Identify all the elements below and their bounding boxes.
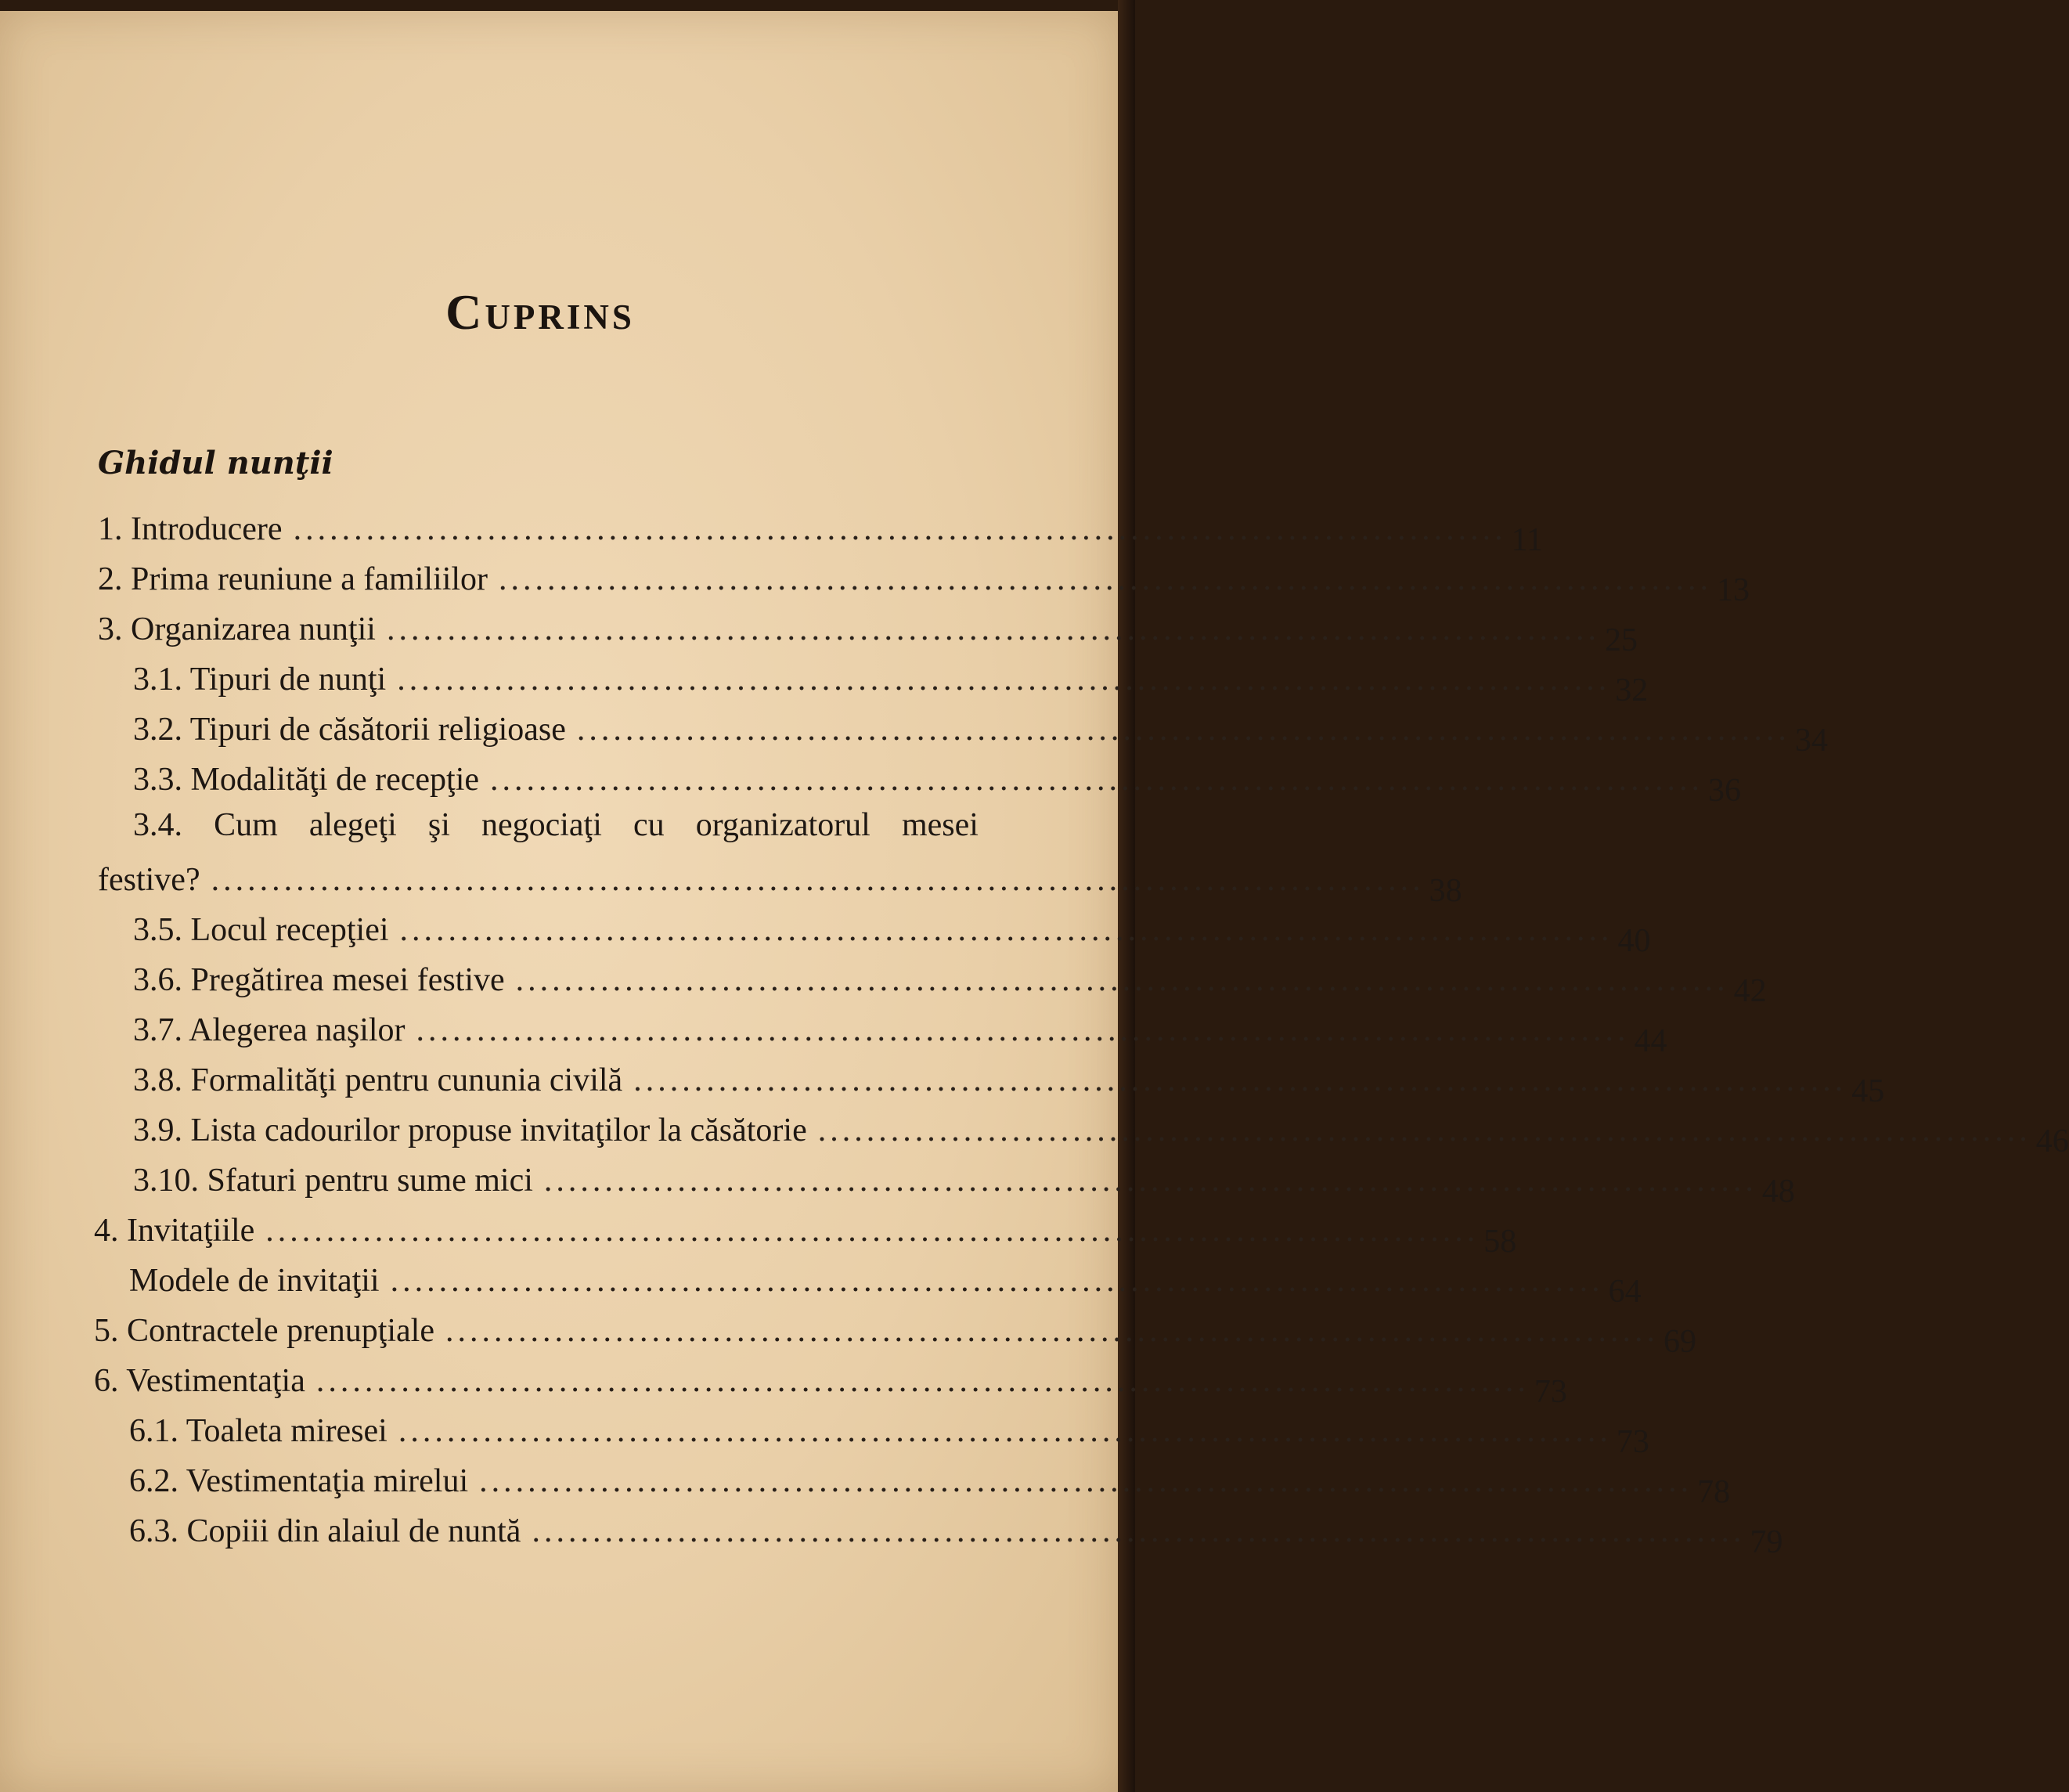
- toc-entry[interactable]: [94, 1350, 1567, 1410]
- toc-entry-label: 3.8. Formalităţi pentru cununia civilă: [133, 1062, 623, 1098]
- toc-leader-dots: ....................................................................................................: [416, 1012, 1630, 1048]
- toc-entry-page: 79: [1750, 1524, 1783, 1560]
- toc-entry-line1[interactable]: [133, 806, 979, 849]
- toc-leader-dots: ....................................................................................................: [543, 1163, 1757, 1199]
- toc-entry-label: 3.1. Tipuri de nunţi: [133, 662, 387, 698]
- toc-entry-page: 73: [1616, 1424, 1649, 1460]
- toc-entry[interactable]: [98, 548, 1750, 608]
- toc-leader-dots: ....................................................................................................: [817, 1112, 2031, 1148]
- toc-entry[interactable]: [98, 498, 1544, 558]
- toc-entry-page: 34: [1794, 723, 1828, 759]
- toc-leader-dots: ....................................................................................................: [479, 1463, 1693, 1499]
- toc-entry[interactable]: [133, 1099, 2069, 1159]
- toc-word: alegeţi: [308, 807, 397, 843]
- toc-entry-page: 48: [1761, 1174, 1795, 1210]
- toc-entry-page: 69: [1663, 1324, 1696, 1360]
- toc-leader-dots: ....................................................................................................: [265, 1213, 1480, 1249]
- toc-leader-dots: ....................................................................................................: [633, 1062, 1847, 1098]
- toc-leader-dots: ....................................................................................................: [386, 611, 1600, 647]
- toc-leader-dots: ....................................................................................................: [576, 712, 1790, 748]
- page-title: Cuprins: [445, 284, 635, 340]
- toc-entry-page: 32: [1615, 672, 1649, 709]
- toc-entry[interactable]: [133, 949, 1767, 1009]
- toc-entry[interactable]: [98, 598, 1638, 658]
- toc-entry-label: 6. Vestimentaţia: [94, 1363, 305, 1399]
- toc-entry[interactable]: [133, 748, 1742, 809]
- toc-word: mesei: [901, 807, 979, 843]
- toc-word: şi: [427, 807, 450, 843]
- toc-entry-page: 42: [1733, 973, 1767, 1009]
- toc-entry-page: 40: [1617, 923, 1651, 959]
- toc-entry[interactable]: [129, 1450, 1731, 1510]
- toc-entry[interactable]: [133, 899, 1651, 959]
- toc-entry[interactable]: [133, 1149, 1795, 1210]
- toc-entry[interactable]: [94, 1199, 1517, 1260]
- toc-entry-page: 64: [1608, 1274, 1642, 1310]
- toc-entry-label: 3. Organizarea nunţii: [98, 611, 376, 647]
- toc-leader-dots: ....................................................................................................: [399, 912, 1613, 948]
- toc-leader-dots: ....................................................................................................: [211, 862, 1425, 898]
- toc-entry[interactable]: [133, 999, 1667, 1059]
- toc-entry[interactable]: [133, 648, 1649, 709]
- toc-leader-dots: ....................................................................................................: [390, 1263, 1604, 1299]
- toc-leader-dots: ....................................................................................................: [515, 962, 1729, 998]
- toc-entry[interactable]: [129, 1249, 1642, 1310]
- toc-entry-page: 25: [1604, 622, 1638, 658]
- toc-word: negociaţi: [481, 807, 602, 843]
- toc-entry-label: 1. Introducere: [98, 511, 283, 547]
- toc-entry-label: 6.1. Toaleta miresei: [129, 1413, 387, 1449]
- toc-leader-dots: ....................................................................................................: [499, 561, 1713, 597]
- toc-entry-label: 3.2. Tipuri de căsătorii religioase: [133, 712, 566, 748]
- toc-word: 3.4.: [133, 807, 182, 843]
- toc-entry[interactable]: [94, 1300, 1696, 1360]
- toc-entry-page: 36: [1708, 773, 1742, 809]
- toc-entry-label: 3.10. Sfaturi pentru sume mici: [133, 1163, 533, 1199]
- toc-word: cu: [633, 807, 665, 843]
- toc-leader-dots: ....................................................................................................: [490, 762, 1704, 798]
- toc-leader-dots: ....................................................................................................: [397, 662, 1611, 698]
- toc-entry-label: 3.9. Lista cadourilor propuse invitaţilor la căsătorie: [133, 1112, 807, 1148]
- toc-entry-page: 45: [1851, 1073, 1885, 1109]
- toc-entry[interactable]: [133, 1049, 1885, 1109]
- toc-entry-page: 11: [1511, 522, 1544, 558]
- toc-entry-label: 2. Prima reuniune a familiilor: [98, 561, 488, 597]
- toc-entry-label: 3.7. Alegerea naşilor: [133, 1012, 406, 1048]
- toc-entry-page: 13: [1717, 572, 1750, 608]
- toc-entry-label: 5. Contractele prenupţiale: [94, 1313, 434, 1349]
- toc-word: organizatorul: [695, 807, 870, 843]
- toc-entry-page: 78: [1697, 1474, 1731, 1510]
- toc-entry-label: 3.6. Pregătirea mesei festive: [133, 962, 505, 998]
- toc-leader-dots: ....................................................................................................: [398, 1413, 1612, 1449]
- toc-entry[interactable]: [133, 698, 1828, 759]
- toc-entry-page: 46: [2035, 1123, 2069, 1159]
- toc-entry-label: 3.5. Locul recepţiei: [133, 912, 389, 948]
- toc-word: Cum: [214, 807, 278, 843]
- toc-leader-dots: ....................................................................................................: [293, 511, 1507, 547]
- toc-entry-page: 44: [1634, 1023, 1667, 1059]
- toc-entry[interactable]: [129, 1400, 1649, 1460]
- toc-entry-label: 6.2. Vestimentaţia mirelui: [129, 1463, 469, 1499]
- toc-entry-page: 73: [1534, 1374, 1567, 1410]
- toc-leader-dots: ....................................................................................................: [315, 1363, 1530, 1399]
- toc-entry-page: 58: [1483, 1224, 1517, 1260]
- toc-entry-label: Modele de invitaţii: [129, 1263, 380, 1299]
- toc-entry-page: 38: [1429, 873, 1462, 909]
- toc-leader-dots: ....................................................................................................: [445, 1313, 1659, 1349]
- toc-entry[interactable]: [98, 849, 1462, 909]
- section-heading: Ghidul nunţii: [98, 445, 333, 481]
- toc-leader-dots: ....................................................................................................: [532, 1513, 1746, 1549]
- toc-entry[interactable]: [129, 1500, 1783, 1560]
- toc-entry-label: 4. Invitaţiile: [94, 1213, 255, 1249]
- toc-entry-label: 6.3. Copiii din alaiul de nuntă: [129, 1513, 521, 1549]
- toc-entry-label: 3.3. Modalităţi de recepţie: [133, 762, 480, 798]
- toc-entry-label: festive?: [98, 862, 200, 898]
